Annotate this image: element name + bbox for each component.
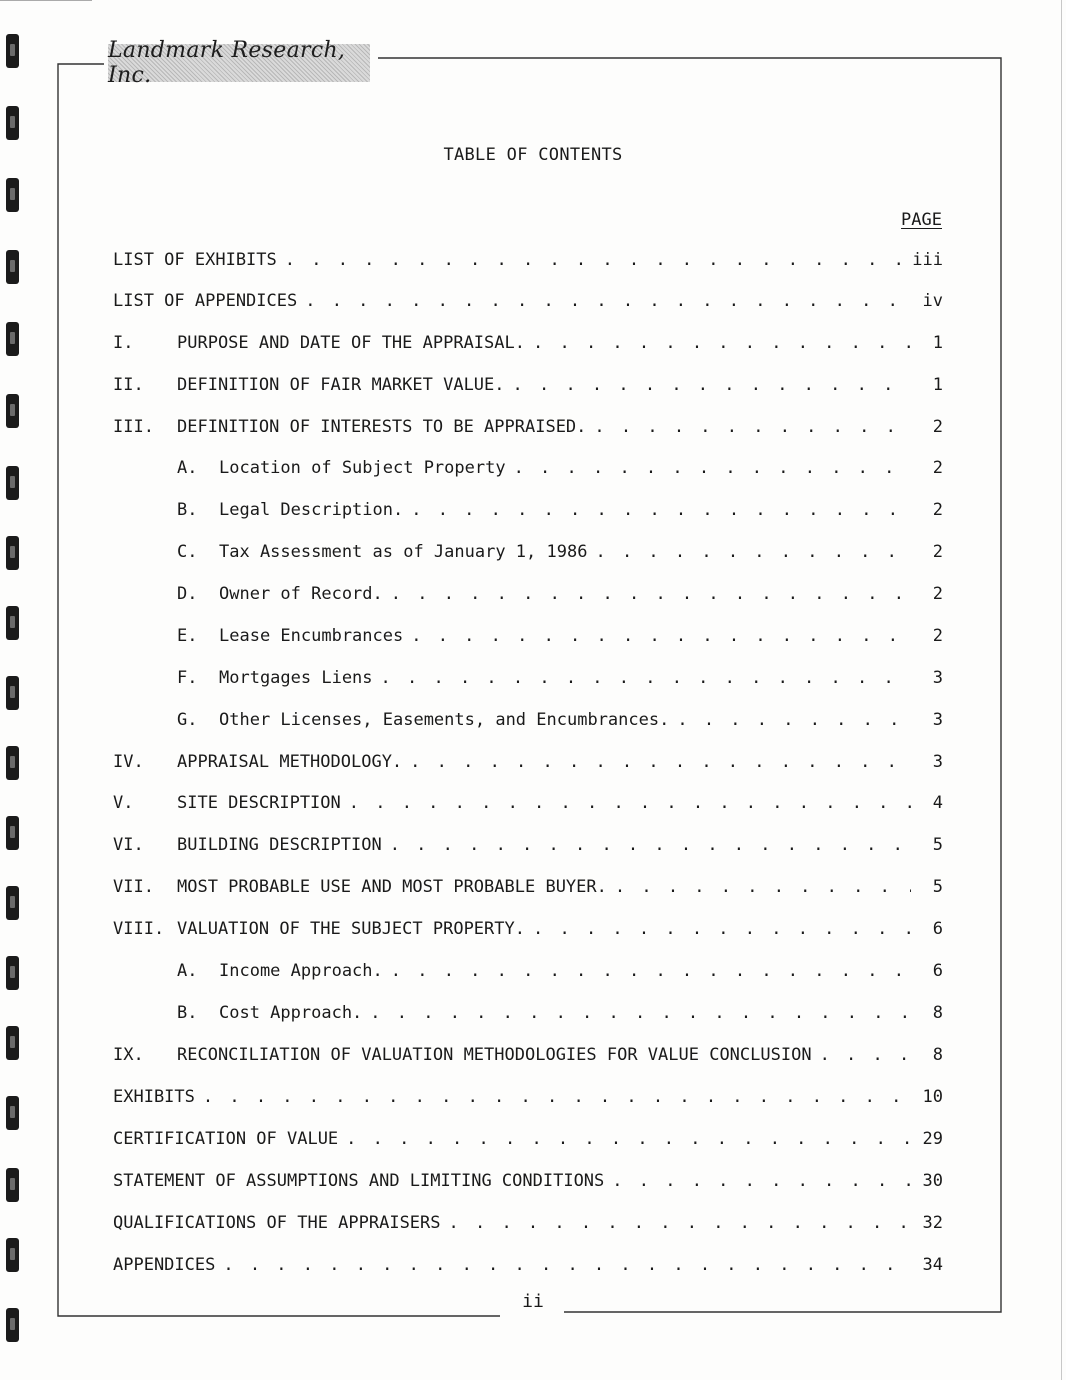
- leader-dots: [346, 1129, 911, 1149]
- toc-entry: [113, 333, 943, 357]
- toc-entry-title: Other Licenses, Easements, and Encumbrances.: [219, 710, 670, 730]
- toc-entry-title: Cost Approach.: [219, 1003, 363, 1023]
- toc-entry-number: V.: [113, 793, 134, 813]
- toc-entry-page: 2: [932, 542, 943, 562]
- toc-entry-page: 10: [922, 1087, 943, 1107]
- toc-entry-title: LIST OF APPENDICES: [113, 291, 298, 311]
- leader-dots: [514, 458, 911, 478]
- toc-entry-page: 1: [932, 333, 943, 353]
- toc-entry-number: B.: [177, 1003, 198, 1023]
- toc-entry-number: G.: [177, 710, 198, 730]
- toc-subentry: [177, 1003, 943, 1027]
- toc-entry-page: 5: [932, 877, 943, 897]
- binding-holes: [6, 28, 22, 1348]
- leader-dots: [285, 250, 905, 270]
- binding-hole: [6, 886, 19, 920]
- leader-dots: [391, 584, 911, 604]
- toc-entry-title: RECONCILIATION OF VALUATION METHODOLOGIES FOR VALUE CONCLUSION: [177, 1045, 812, 1065]
- toc-subentry: [177, 626, 943, 650]
- toc-entry-page: 8: [932, 1003, 943, 1023]
- toc-entry-page: iii: [912, 250, 943, 270]
- toc-entry-page: iv: [922, 291, 943, 311]
- toc-entry: [113, 1213, 943, 1237]
- toc-entry: [113, 1255, 943, 1279]
- toc-subentry: [177, 458, 943, 482]
- toc-subentry: [177, 584, 943, 608]
- leader-dots: [533, 333, 911, 353]
- leader-dots: [390, 835, 911, 855]
- binding-hole: [6, 178, 19, 212]
- leader-dots: [820, 1045, 911, 1065]
- binding-hole: [6, 250, 19, 284]
- leader-dots: [410, 752, 911, 772]
- toc-entry: [113, 1129, 943, 1153]
- leader-dots: [381, 668, 911, 688]
- page-column-heading: PAGE: [901, 210, 942, 230]
- toc-entry-number: VII.: [113, 877, 154, 897]
- toc-entry: [113, 1087, 943, 1111]
- toc-entry-number: E.: [177, 626, 198, 646]
- toc-entry-title: Mortgages Liens: [219, 668, 373, 688]
- toc-entry-title: CERTIFICATION OF VALUE: [113, 1129, 339, 1149]
- binding-hole: [6, 394, 19, 428]
- binding-hole: [6, 1238, 19, 1272]
- toc-entry-title: Owner of Record.: [219, 584, 383, 604]
- toc-entry-page: 2: [932, 626, 943, 646]
- leader-dots: [612, 1171, 911, 1191]
- toc-entry-title: DEFINITION OF INTERESTS TO BE APPRAISED.: [177, 417, 587, 437]
- toc-entry-title: QUALIFICATIONS OF THE APPRAISERS: [113, 1213, 441, 1233]
- logo-text: Landmark Research, Inc.: [108, 38, 346, 88]
- toc-entry-number: A.: [177, 458, 198, 478]
- page-number: ii: [522, 1291, 544, 1312]
- binding-hole: [6, 322, 19, 356]
- toc-entry-title: APPENDICES: [113, 1255, 216, 1275]
- toc-entry-title: EXHIBITS: [113, 1087, 195, 1107]
- toc-entry-title: Income Approach.: [219, 961, 383, 981]
- document-title: TABLE OF CONTENTS: [443, 145, 623, 165]
- binding-hole: [6, 466, 19, 500]
- toc-entry: [113, 417, 943, 441]
- toc-entry-page: 6: [932, 961, 943, 981]
- binding-hole: [6, 1096, 19, 1130]
- toc-entry-page: 2: [932, 458, 943, 478]
- toc-entry-number: VIII.: [113, 919, 165, 939]
- leader-dots: [391, 961, 911, 981]
- toc-entry-page: 6: [932, 919, 943, 939]
- toc-entry: [113, 291, 943, 315]
- toc-entry-number: A.: [177, 961, 198, 981]
- leader-dots: [513, 375, 911, 395]
- toc-subentry: [177, 500, 943, 524]
- toc-entry-page: 3: [932, 668, 943, 688]
- toc-entry: [113, 250, 943, 274]
- leader-dots: [533, 919, 911, 939]
- binding-hole: [6, 1026, 19, 1060]
- toc-entry-number: B.: [177, 500, 198, 520]
- toc-entry-page: 3: [932, 710, 943, 730]
- leader-dots: [223, 1255, 911, 1275]
- toc-entry-page: 3: [932, 752, 943, 772]
- leader-dots: [349, 793, 911, 813]
- leader-dots: [203, 1087, 911, 1107]
- toc-entry-title: DEFINITION OF FAIR MARKET VALUE.: [177, 375, 505, 395]
- binding-hole: [6, 34, 19, 68]
- toc-entry-page: 2: [932, 500, 943, 520]
- binding-hole: [6, 606, 19, 640]
- leader-dots: [594, 417, 911, 437]
- toc-entry-page: 34: [922, 1255, 943, 1275]
- toc-entry-title: MOST PROBABLE USE AND MOST PROBABLE BUYER.: [177, 877, 607, 897]
- toc-entry-title: PURPOSE AND DATE OF THE APPRAISAL.: [177, 333, 525, 353]
- toc-entry-page: 4: [932, 793, 943, 813]
- toc-entry-page: 32: [922, 1213, 943, 1233]
- toc-entry-number: II.: [113, 375, 144, 395]
- toc-subentry: [177, 961, 943, 985]
- binding-hole: [6, 1308, 19, 1342]
- toc-subentry: [177, 710, 943, 734]
- toc-entry: [113, 1045, 943, 1069]
- toc-entry-page: 30: [922, 1171, 943, 1191]
- toc-entry-number: D.: [177, 584, 198, 604]
- leader-dots: [411, 500, 911, 520]
- toc-subentry: [177, 542, 943, 566]
- binding-hole: [6, 106, 19, 140]
- leader-dots: [305, 291, 911, 311]
- toc-entry-title: VALUATION OF THE SUBJECT PROPERTY.: [177, 919, 525, 939]
- binding-hole: [6, 536, 19, 570]
- toc-entry-page: 29: [922, 1129, 943, 1149]
- toc-entry-title: LIST OF EXHIBITS: [113, 250, 277, 270]
- leader-dots: [595, 542, 911, 562]
- toc-entry: [113, 919, 943, 943]
- toc-entry-number: III.: [113, 417, 154, 437]
- page-right-edge: [1061, 0, 1062, 1380]
- toc-entry-title: SITE DESCRIPTION: [177, 793, 341, 813]
- toc-entry-title: STATEMENT OF ASSUMPTIONS AND LIMITING CONDITIONS: [113, 1171, 605, 1191]
- toc-entry: [113, 793, 943, 817]
- binding-hole: [6, 816, 19, 850]
- toc-entry: [113, 835, 943, 859]
- toc-entry-title: BUILDING DESCRIPTION: [177, 835, 382, 855]
- toc-entry-number: I.: [113, 333, 134, 353]
- company-logo: [108, 38, 370, 88]
- toc-entry-number: F.: [177, 668, 198, 688]
- toc-entry-title: Legal Description.: [219, 500, 404, 520]
- toc-entry-page: 8: [932, 1045, 943, 1065]
- toc-entry-page: 2: [932, 417, 943, 437]
- toc-entry: [113, 877, 943, 901]
- binding-hole: [6, 1168, 19, 1202]
- toc-entry-number: VI.: [113, 835, 144, 855]
- toc-entry-title: Tax Assessment as of January 1, 1986: [219, 542, 588, 562]
- binding-hole: [6, 676, 19, 710]
- toc-entry: [113, 1171, 943, 1195]
- leader-dots: [615, 877, 911, 897]
- toc-entry: [113, 752, 943, 776]
- leader-dots: [449, 1213, 911, 1233]
- toc-entry: [113, 375, 943, 399]
- toc-entry-title: APPRAISAL METHODOLOGY.: [177, 752, 403, 772]
- binding-hole: [6, 956, 19, 990]
- leader-dots: [370, 1003, 911, 1023]
- toc-entry-page: 2: [932, 584, 943, 604]
- toc-entry-page: 1: [932, 375, 943, 395]
- toc-entry-number: C.: [177, 542, 198, 562]
- top-edge-rule: [0, 0, 92, 1]
- toc-entry-title: Lease Encumbrances: [219, 626, 404, 646]
- toc-entry-number: IX.: [113, 1045, 144, 1065]
- toc-entry-page: 5: [932, 835, 943, 855]
- binding-hole: [6, 746, 19, 780]
- toc-subentry: [177, 668, 943, 692]
- leader-dots: [677, 710, 911, 730]
- toc-entry-number: IV.: [113, 752, 144, 772]
- toc-entry-title: Location of Subject Property: [219, 458, 506, 478]
- leader-dots: [411, 626, 911, 646]
